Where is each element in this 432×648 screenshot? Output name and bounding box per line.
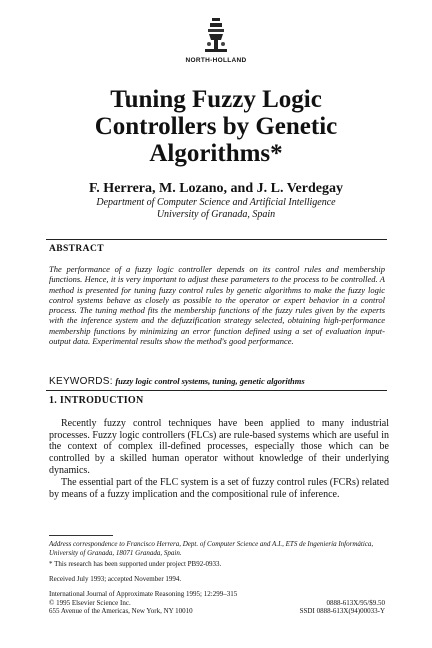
intro-paragraph-2: The essential part of the FLC system is a set of fuzzy control rules (FCRs) related by means of a fuzzy implication and the compositional rule of inference. <box>49 477 389 500</box>
abstract-heading: ABSTRACT <box>49 244 104 254</box>
paper-title: Tuning Fuzzy Logic Controllers by Genetic Algorithms* <box>94 86 338 167</box>
affiliation-university: University of Granada, Spain <box>156 209 276 220</box>
journal-citation: International Journal of Approximate Reasoning 1995; 12:299–315 <box>49 590 238 598</box>
footnote-rule <box>49 535 113 536</box>
publisher-name: NORTH-HOLLAND <box>185 57 247 64</box>
paper-authors: F. Herrera, M. Lozano, and J. L. Verdegay <box>89 181 343 196</box>
section-top-rule <box>46 390 387 391</box>
intro-paragraph-1: Recently fuzzy control techniques have been applied to many industrial processes. Fuzzy logic controllers (FLCs) are rule-based systems which are useful in the context of complex ill-defined processes, especially those which can be controlled by a skilled human operator without knowledge of their underlying dynamics. <box>49 418 389 476</box>
ssdi-code: SSDI 0888-613X(94)00033-Y <box>299 607 385 616</box>
section-heading: 1. INTRODUCTION <box>49 395 144 406</box>
author-affiliation <box>0 197 432 221</box>
received-dates: Received July 1993; accepted November 1994. <box>49 575 182 583</box>
elsevier-logo <box>199 16 233 56</box>
issn-price: 0888-613X/95/$9.50 <box>326 598 385 607</box>
footnote-support: * This research has been supported under project PB92-0933. <box>49 560 222 568</box>
keywords-label: KEYWORDS: <box>49 376 113 387</box>
footnote-correspondence: Address correspondence to Francisco Herrera, Dept. of Computer Science and A.I., ETS de Ingeniería Informática, University of Granada, 18071 Granada, Spain. <box>49 540 374 557</box>
journal-info <box>49 590 385 616</box>
abstract-top-rule <box>46 239 387 240</box>
keywords <box>49 376 389 387</box>
affiliation-department: Department of Computer Science and Artificial Intelligence <box>96 197 336 208</box>
copyright-line: © 1995 Elsevier Science Inc. <box>49 598 131 607</box>
abstract-text: The performance of a fuzzy logic controller depends on its control rules and membership functions. Hence, it is very important to adjust these parameters to the process to be controlled. A method is presented for tuning fuzzy control rules by genetic algorithms to make the fuzzy logic control systems behave as closely as possible to the operator or expert behavior in a control process. The tuning method fits the membership functions of the fuzzy rules given by the experts with the inference system and the defuzzification strategy selected, obtaining high-performance membership functions by minimizing an error function defined using a set of evaluation input-output data. Experimental results show the method's good performance. <box>49 264 385 347</box>
keywords-list: fuzzy logic control systems, tuning, genetic algorithms <box>115 376 305 386</box>
publisher-address: 655 Avenue of the Americas, New York, NY 10010 <box>49 607 193 616</box>
